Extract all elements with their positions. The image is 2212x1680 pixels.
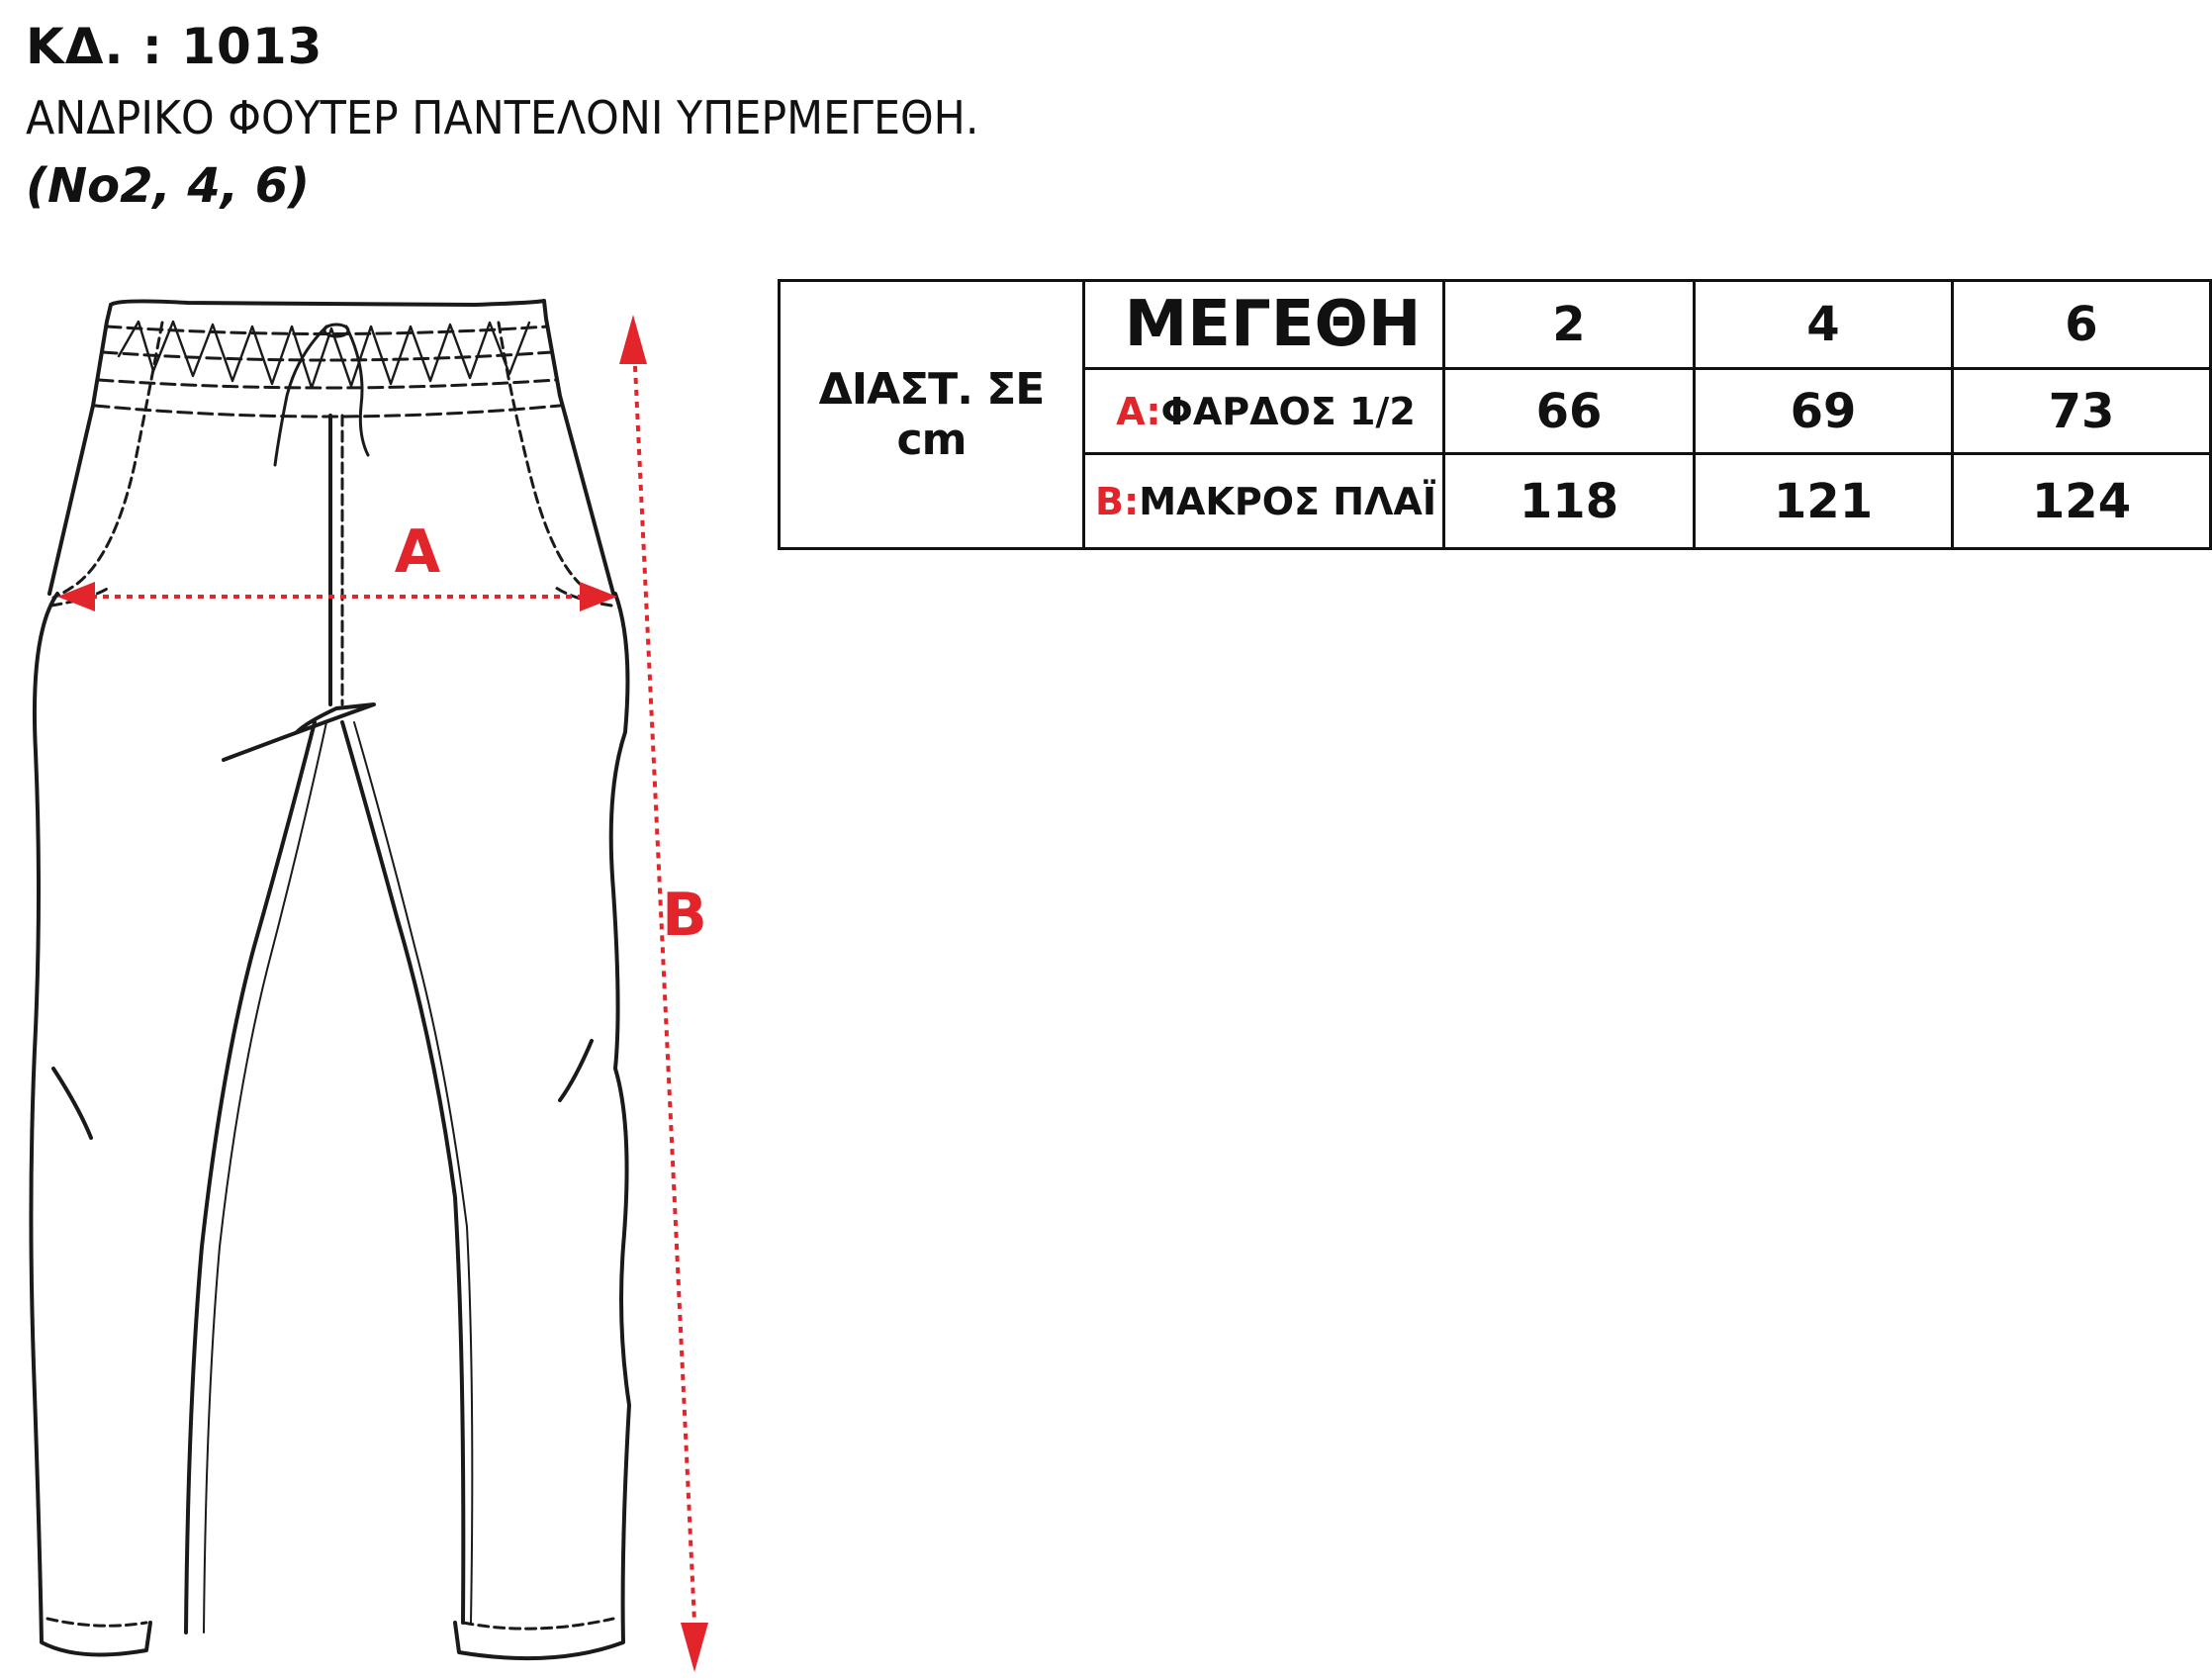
- cell-a-2: 66: [1444, 369, 1695, 454]
- pants-technical-drawing: [0, 287, 752, 1672]
- cell-b-2: 118: [1444, 454, 1695, 549]
- size-range-note: (Νο2, 4, 6): [26, 158, 311, 214]
- row-label-b: B:ΜΑΚΡΟΣ ΠΛΑΪ: [1084, 454, 1444, 549]
- dimension-unit-label: ΔΙΑΣΤ. ΣΕ cm: [780, 281, 1084, 549]
- size-col-2: 2: [1444, 281, 1695, 369]
- cell-a-4: 69: [1695, 369, 1953, 454]
- size-chart-table: [778, 279, 2212, 550]
- size-col-6: 6: [1953, 281, 2211, 369]
- cell-b-6: 124: [1953, 454, 2211, 549]
- measure-b-label: B: [662, 881, 707, 950]
- row-label-a: A:ΦΑΡΔΟΣ 1/2: [1084, 369, 1444, 454]
- size-col-4: 4: [1695, 281, 1953, 369]
- measure-a-label: A: [394, 517, 441, 587]
- cell-a-6: 73: [1953, 369, 2211, 454]
- size-header: ΜΕΓΕΘΗ: [1084, 281, 1444, 369]
- cell-b-4: 121: [1695, 454, 1953, 549]
- product-code: ΚΔ. : 1013: [26, 18, 323, 75]
- product-title: ΑΝΔΡΙΚΟ ΦΟΥΤΕΡ ΠΑΝΤΕΛΟΝΙ ΥΠΕΡΜΕΓΕΘΗ.: [26, 91, 979, 144]
